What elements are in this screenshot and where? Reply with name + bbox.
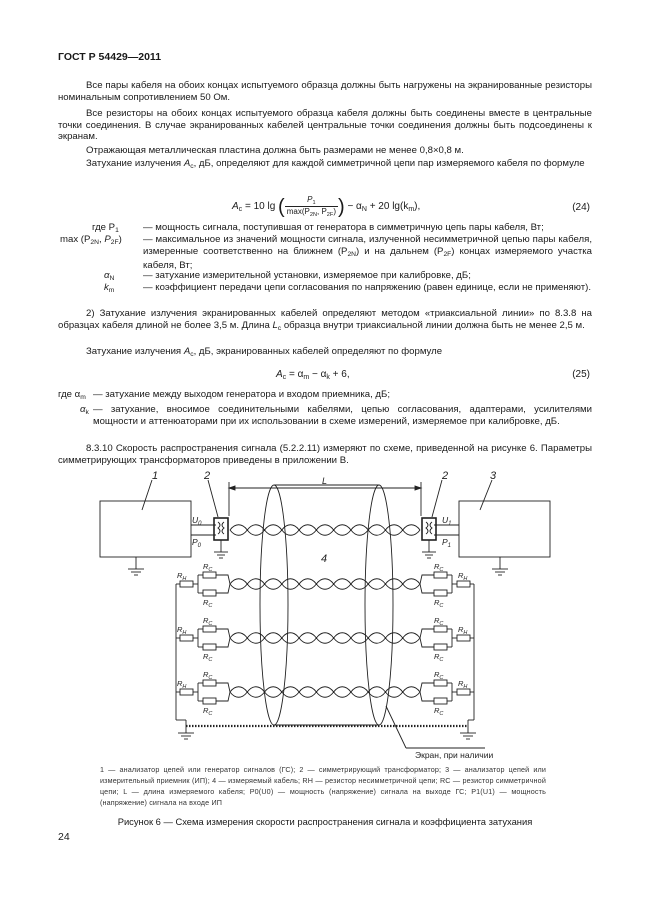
pair-2-wire-b [230,584,420,589]
wire [420,692,434,701]
resistor-rc-left-lower [203,644,216,650]
label-rc-right-lower: $R_C$ [434,706,444,717]
label-rh-right: $R_H$ [458,571,468,582]
def-max-text: — максимальное из значений мощности сигнала, излученной несимметричной цепью пары кабеля, измеренные соответственно на ближнем $(P_{2N})$ и на дальнем $(P_{2F})$ концах измеряемого участка кабеля, Вт; [143,234,593,271]
measurement-scheme-figure [90,470,560,760]
wire [420,584,434,593]
label-rc-right-lower: $R_C$ [434,652,444,663]
label-rh-right: $R_H$ [458,625,468,636]
generator-box [100,501,191,557]
label-1: 1 [152,470,159,482]
pair-4-wire-b [230,692,420,697]
def-max-symbol: $\max (P_{2N}$, $P_{2F}$) [60,234,122,246]
standard-header: ГОСТ Р 54429—2011 [58,51,162,63]
def-alphak-text: — затухание, вносимое соединительными кабелями, цепью согласования, адаптерами, усилителями мощности и аттенюаторами при их использовании в схеме измерений, измеряемое при калибровке, дБ. [93,404,592,427]
paragraph-plate: Отражающая металлическая пластина должна быть размерами не менее 0,8×0,8 м. [86,145,464,156]
pair-4-wire-a [230,687,420,692]
wire [216,575,230,584]
page-number: 24 [58,831,70,843]
label-rc-left-lower: $R_C$ [203,598,213,609]
label-rc-left-lower: $R_C$ [203,652,213,663]
wire [216,584,230,593]
resistor-rc-right-lower [434,590,447,596]
label-rc-right-upper: $R_C$ [434,562,444,573]
resistor-rc-left-lower [203,698,216,704]
label-rc-left-upper: $R_C$ [203,616,213,627]
label-rc-left-lower: $R_C$ [203,706,213,717]
resistor-rc-left-lower [203,590,216,596]
label-rc-right-upper: $R_C$ [434,670,444,681]
equation-24-number: (24) [572,202,590,213]
wire [216,629,230,638]
pair-2-wire-a [230,579,420,584]
label-P1: $P_1$ [442,537,452,549]
resistor-rc-right-lower [434,644,447,650]
figure-caption: 1 — анализатор цепей или генератор сигналов (ГС); 2 — симметрирующий трансформатор; 3 — анализатор цепей или измерительный приемник (ИП); 4 — измеряемый кабель; RН — резистор несимметричной цепи; RC — резистор симметричной цепи; L — длина измеряемого кабеля; P0(U0) — мощность (напряжение) сигнала на выходе ГС; P1(U1) — мощность (напряжение) сигнала на входе ИП [100,765,546,807]
label-2-right: 2 [442,470,449,482]
label-rh-left: $R_H$ [177,625,187,636]
def-km-symbol: $k_m$ [104,282,115,294]
label-rc-left-upper: $R_C$ [203,670,213,681]
wire [420,575,434,584]
def-p1-text: — мощность сигнала, поступившая от генератора в симметричную цепь пары кабеля, Вт; [143,222,544,233]
label-P0: $P_0$ [192,537,202,549]
wire [420,629,434,638]
label-rc-right-upper: $R_C$ [434,616,444,627]
receiver-box [459,501,550,557]
label-3: 3 [490,470,497,482]
paragraph-triaxial: 2) Затухание излучения экранированных кабелей определяют методом «триаксиальной линии» по 8.3.8 на образцах кабеля длиной не более 3,5 м. Длина $L_c$ образца внутри триаксиальной линии должна быть не менее 2,5 м. [58,308,592,332]
pair-3-wire-a [230,633,420,638]
label-rc-right-lower: $R_C$ [434,598,444,609]
pair-main-wire-b [230,530,420,535]
figure-title: Рисунок 6 — Схема измерения скорости распространения сигнала и коэффициента затухания [117,816,533,827]
label-U1: $U_1$ [442,515,452,527]
label-rh-left: $R_H$ [177,571,187,582]
def-p1-symbol: где $P_1$ [92,222,119,234]
def-alphaN-text: — затухание измерительной установки, измеряемое при калибровке, дБ; [143,270,471,281]
def-alphak-symbol: $\alpha_k$ [80,404,89,416]
def-km-text: — коэффициент передачи цепи согласования по напряжению (равен единице, если не применяют). [143,282,591,293]
label-screen: Экран, при наличии [415,750,494,760]
equation-24: $A_c = 10$ lg ( $P_1$ $\max(P_{2N}$, $P_{2F}$) ) − $\alpha_N + 20$ $\lg(k_m)$, [232,195,421,218]
def-alpham-text: — затухание между выходом генератора и входом приемника, дБ; [93,389,390,400]
label-L: L [322,476,328,486]
label-rh-right: $R_H$ [458,679,468,690]
resistor-rc-right-lower [434,698,447,704]
label-rh-left: $R_H$ [177,679,187,690]
equation-25: $A_c = \alpha_m - \alpha_k + 6$, [276,369,350,381]
label-U0: $U_0$ [192,515,202,527]
label-2-left: 2 [204,470,211,482]
wire [216,683,230,692]
wire [216,692,230,701]
paragraph-resistors: Все резисторы на обоих концах испытуемого образца кабеля должны быть соединены вместе в центральные точки соединения. В случае экранированных кабелей центральные точки соединения должны быть подсоединены к экранам. [58,108,592,142]
paragraph-loads: Все пары кабеля на обоих концах испытуемого образца должны быть нагружены на экранированные резисторы номинальным сопротивлением 50 Ом. [58,80,592,103]
balun-right [422,518,436,540]
pair-3-wire-b [230,638,420,643]
equation-25-number: (25) [572,369,590,380]
def-alpham-symbol: где $\alpha_m$ [58,389,86,401]
paragraph-propagation: 8.3.10 Скорость распространения сигнала (5.2.2.11) измеряют по схеме, приведенной на рисунке 6. Параметры симметрирующих трансформаторов приведены в приложении В. [58,443,592,466]
paragraph-attenuation-shielded: Затухание излучения $A_c$, дБ, экранированных кабелей определяют по формуле [86,346,443,358]
balun-left [214,518,228,540]
pair-main-wire-a [230,525,420,530]
wire [420,683,434,692]
wire [216,638,230,647]
wire [420,638,434,647]
label-4: 4 [321,553,328,565]
label-rc-left-upper: $R_C$ [203,562,213,573]
paragraph-attenuation-intro: Затухание излучения $A_c$, дБ, определяют для каждой симметричной цепи пар измеряемого кабеля по формуле [86,158,585,170]
def-alphaN-symbol: $\alpha_N$ [104,270,115,282]
